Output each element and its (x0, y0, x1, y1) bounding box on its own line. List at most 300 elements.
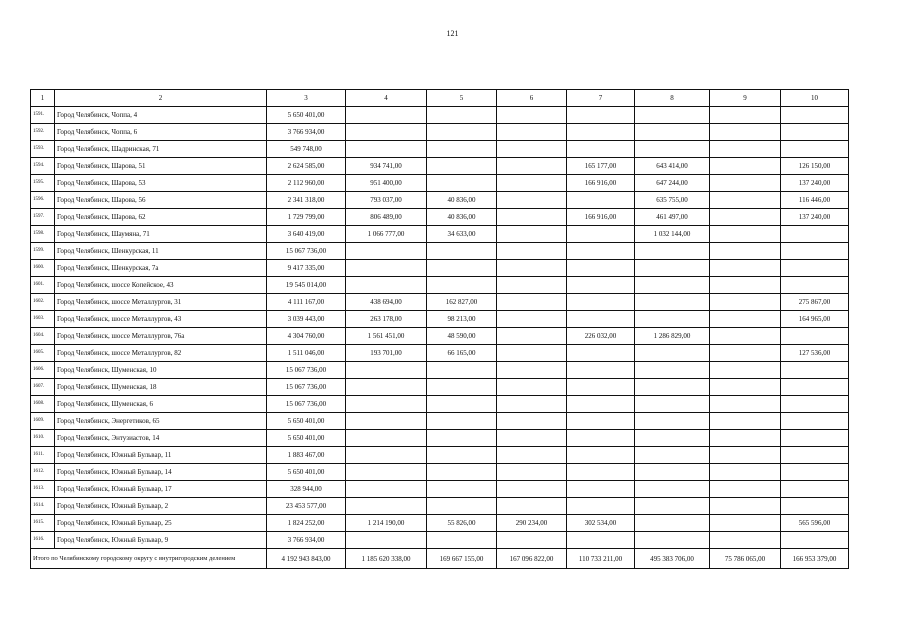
amount-cell (781, 260, 849, 277)
amount-cell (635, 464, 710, 481)
amount-cell (427, 396, 497, 413)
amount-cell: 328 944,00 (267, 481, 346, 498)
total-cell: 110 733 211,00 (567, 549, 635, 569)
amount-cell (497, 396, 567, 413)
amount-cell (346, 277, 427, 294)
amount-cell: 565 596,00 (781, 515, 849, 532)
amount-cell (427, 379, 497, 396)
amount-cell (710, 124, 781, 141)
amount-cell (427, 277, 497, 294)
amount-cell (635, 481, 710, 498)
amount-cell (567, 464, 635, 481)
amount-cell (427, 107, 497, 124)
column-number-row (31, 90, 849, 107)
row-number: 1594. (31, 158, 55, 175)
column-header: 9 (710, 90, 781, 107)
address-cell: Город Челябинск, шоссе Копейское, 43 (55, 277, 267, 294)
amount-cell (567, 362, 635, 379)
amount-cell: 164 965,00 (781, 311, 849, 328)
table-row (31, 447, 849, 464)
amount-cell (635, 413, 710, 430)
row-number: 1616. (31, 532, 55, 549)
table-row (31, 141, 849, 158)
table-row (31, 464, 849, 481)
amount-cell (497, 107, 567, 124)
amount-cell: 3 766 934,00 (267, 532, 346, 549)
amount-cell (427, 141, 497, 158)
amount-cell: 15 067 736,00 (267, 362, 346, 379)
amount-cell: 3 640 419,00 (267, 226, 346, 243)
table-row (31, 158, 849, 175)
amount-cell (497, 362, 567, 379)
table-row (31, 294, 849, 311)
row-number: 1608. (31, 396, 55, 413)
amount-cell: 2 112 960,00 (267, 175, 346, 192)
address-cell: Город Челябинск, Южный Бульвар, 25 (55, 515, 267, 532)
amount-cell (635, 277, 710, 294)
amount-cell (346, 498, 427, 515)
amount-cell (427, 413, 497, 430)
row-number: 1598. (31, 226, 55, 243)
table-row (31, 498, 849, 515)
amount-cell: 1 032 144,00 (635, 226, 710, 243)
amount-cell (427, 447, 497, 464)
amount-cell (635, 243, 710, 260)
amount-cell: 127 536,00 (781, 345, 849, 362)
row-number: 1604. (31, 328, 55, 345)
total-row (31, 549, 849, 569)
address-cell: Город Челябинск, Шенкурская, 11 (55, 243, 267, 260)
table-row (31, 396, 849, 413)
total-cell: 75 786 065,00 (710, 549, 781, 569)
address-cell: Город Челябинск, Энергетиков, 65 (55, 413, 267, 430)
page-number: 121 (446, 29, 459, 38)
amount-cell (346, 107, 427, 124)
amount-cell (567, 481, 635, 498)
amount-cell (635, 294, 710, 311)
address-cell: Город Челябинск, Чоппа, 4 (55, 107, 267, 124)
amount-cell: 438 694,00 (346, 294, 427, 311)
amount-cell (710, 328, 781, 345)
row-number: 1611. (31, 447, 55, 464)
amount-cell (346, 396, 427, 413)
amount-cell (567, 192, 635, 209)
amount-cell (497, 345, 567, 362)
amount-cell (497, 277, 567, 294)
amount-cell (781, 464, 849, 481)
amount-cell (710, 447, 781, 464)
amount-cell (346, 124, 427, 141)
amount-cell (427, 464, 497, 481)
amount-cell: 1 561 451,00 (346, 328, 427, 345)
amount-cell (497, 379, 567, 396)
amount-cell (427, 158, 497, 175)
amount-cell: 1 214 190,00 (346, 515, 427, 532)
address-cell: Город Челябинск, шоссе Металлургов, 82 (55, 345, 267, 362)
amount-cell (710, 226, 781, 243)
amount-cell: 5 650 401,00 (267, 430, 346, 447)
amount-cell: 3 766 934,00 (267, 124, 346, 141)
address-cell: Город Челябинск, Шуменская, 10 (55, 362, 267, 379)
amount-cell (635, 515, 710, 532)
amount-cell: 1 824 252,00 (267, 515, 346, 532)
amount-cell (781, 396, 849, 413)
amount-cell: 461 497,00 (635, 209, 710, 226)
amount-cell: 934 741,00 (346, 158, 427, 175)
row-number: 1609. (31, 413, 55, 430)
amount-cell (710, 294, 781, 311)
budget-table (30, 89, 849, 569)
amount-cell: 5 650 401,00 (267, 464, 346, 481)
amount-cell (781, 481, 849, 498)
amount-cell (346, 447, 427, 464)
address-cell: Город Челябинск, шоссе Металлургов, 76а (55, 328, 267, 345)
address-cell: Город Челябинск, Шарова, 56 (55, 192, 267, 209)
address-cell: Город Челябинск, шоссе Металлургов, 43 (55, 311, 267, 328)
address-cell: Город Челябинск, Шарова, 62 (55, 209, 267, 226)
row-number: 1592. (31, 124, 55, 141)
amount-cell (635, 379, 710, 396)
amount-cell: 40 836,00 (427, 209, 497, 226)
amount-cell (497, 413, 567, 430)
total-cell: 1 185 620 338,00 (346, 549, 427, 569)
amount-cell (635, 107, 710, 124)
amount-cell (567, 311, 635, 328)
amount-cell (427, 498, 497, 515)
amount-cell (346, 260, 427, 277)
total-cell: 166 953 379,00 (781, 549, 849, 569)
amount-cell (781, 277, 849, 294)
amount-cell: 193 701,00 (346, 345, 427, 362)
amount-cell (427, 532, 497, 549)
table-row (31, 345, 849, 362)
amount-cell (346, 481, 427, 498)
amount-cell: 34 633,00 (427, 226, 497, 243)
address-cell: Город Челябинск, Энтузиастов, 14 (55, 430, 267, 447)
amount-cell (781, 498, 849, 515)
amount-cell (781, 379, 849, 396)
table-row (31, 379, 849, 396)
amount-cell (346, 379, 427, 396)
amount-cell (781, 141, 849, 158)
table-row (31, 243, 849, 260)
amount-cell (567, 447, 635, 464)
table-row (31, 515, 849, 532)
column-header: 2 (55, 90, 267, 107)
row-number: 1593. (31, 141, 55, 158)
row-number: 1596. (31, 192, 55, 209)
amount-cell (567, 498, 635, 515)
amount-cell (567, 396, 635, 413)
total-cell: 167 096 822,00 (497, 549, 567, 569)
table-row (31, 328, 849, 345)
amount-cell (346, 362, 427, 379)
amount-cell (781, 328, 849, 345)
amount-cell (635, 362, 710, 379)
table-row (31, 260, 849, 277)
amount-cell (497, 175, 567, 192)
column-header: 5 (427, 90, 497, 107)
amount-cell (781, 430, 849, 447)
amount-cell: 5 650 401,00 (267, 413, 346, 430)
amount-cell: 137 240,00 (781, 175, 849, 192)
table-row (31, 107, 849, 124)
amount-cell: 137 240,00 (781, 209, 849, 226)
amount-cell (497, 226, 567, 243)
amount-cell (567, 243, 635, 260)
row-number: 1595. (31, 175, 55, 192)
amount-cell: 290 234,00 (497, 515, 567, 532)
amount-cell (781, 532, 849, 549)
row-number: 1597. (31, 209, 55, 226)
amount-cell (710, 515, 781, 532)
amount-cell (710, 362, 781, 379)
table-row (31, 430, 849, 447)
amount-cell: 2 624 585,00 (267, 158, 346, 175)
table-row (31, 192, 849, 209)
amount-cell (710, 413, 781, 430)
amount-cell (497, 311, 567, 328)
amount-cell (567, 226, 635, 243)
address-cell: Город Челябинск, Чоппа, 6 (55, 124, 267, 141)
amount-cell (567, 532, 635, 549)
address-cell: Город Челябинск, Южный Бульвар, 2 (55, 498, 267, 515)
amount-cell (710, 209, 781, 226)
address-cell: Город Челябинск, Южный Бульвар, 17 (55, 481, 267, 498)
amount-cell: 126 150,00 (781, 158, 849, 175)
amount-cell: 15 067 736,00 (267, 396, 346, 413)
amount-cell (427, 481, 497, 498)
row-number: 1605. (31, 345, 55, 362)
row-number: 1591. (31, 107, 55, 124)
amount-cell: 116 446,00 (781, 192, 849, 209)
amount-cell (497, 481, 567, 498)
column-header: 10 (781, 90, 849, 107)
amount-cell (497, 158, 567, 175)
amount-cell: 1 511 046,00 (267, 345, 346, 362)
table-row (31, 175, 849, 192)
amount-cell (781, 447, 849, 464)
amount-cell: 15 067 736,00 (267, 243, 346, 260)
amount-cell: 48 590,00 (427, 328, 497, 345)
row-number: 1606. (31, 362, 55, 379)
amount-cell (635, 447, 710, 464)
amount-cell (497, 430, 567, 447)
amount-cell: 55 826,00 (427, 515, 497, 532)
row-number: 1614. (31, 498, 55, 515)
table-row (31, 362, 849, 379)
amount-cell: 647 244,00 (635, 175, 710, 192)
amount-cell: 275 867,00 (781, 294, 849, 311)
amount-cell (427, 175, 497, 192)
amount-cell (346, 430, 427, 447)
amount-cell: 4 111 167,00 (267, 294, 346, 311)
table-row (31, 277, 849, 294)
amount-cell: 66 165,00 (427, 345, 497, 362)
address-cell: Город Челябинск, шоссе Металлургов, 31 (55, 294, 267, 311)
address-cell: Город Челябинск, Шадринская, 71 (55, 141, 267, 158)
amount-cell (781, 226, 849, 243)
amount-cell: 549 748,00 (267, 141, 346, 158)
amount-cell (635, 345, 710, 362)
total-cell: 4 192 943 843,00 (267, 549, 346, 569)
amount-cell (710, 277, 781, 294)
row-number: 1602. (31, 294, 55, 311)
amount-cell: 9 417 335,00 (267, 260, 346, 277)
table-body (31, 107, 849, 549)
amount-cell: 302 534,00 (567, 515, 635, 532)
amount-cell (710, 396, 781, 413)
amount-cell (497, 498, 567, 515)
amount-cell (710, 243, 781, 260)
address-cell: Город Челябинск, Шарова, 53 (55, 175, 267, 192)
amount-cell (497, 124, 567, 141)
amount-cell: 3 039 443,00 (267, 311, 346, 328)
address-cell: Город Челябинск, Шуменская, 6 (55, 396, 267, 413)
amount-cell (710, 141, 781, 158)
row-number: 1610. (31, 430, 55, 447)
row-number: 1600. (31, 260, 55, 277)
amount-cell: 951 400,00 (346, 175, 427, 192)
amount-cell: 1 883 467,00 (267, 447, 346, 464)
amount-cell (635, 311, 710, 328)
row-number: 1601. (31, 277, 55, 294)
amount-cell (346, 243, 427, 260)
address-cell: Город Челябинск, Южный Бульвар, 14 (55, 464, 267, 481)
amount-cell (710, 532, 781, 549)
amount-cell: 226 032,00 (567, 328, 635, 345)
amount-cell: 1 729 799,00 (267, 209, 346, 226)
amount-cell (710, 311, 781, 328)
amount-cell (346, 141, 427, 158)
table-row (31, 532, 849, 549)
amount-cell (710, 260, 781, 277)
amount-cell: 1 066 777,00 (346, 226, 427, 243)
amount-cell: 165 177,00 (567, 158, 635, 175)
amount-cell (567, 124, 635, 141)
amount-cell: 263 178,00 (346, 311, 427, 328)
row-number: 1607. (31, 379, 55, 396)
column-header: 6 (497, 90, 567, 107)
amount-cell (567, 379, 635, 396)
amount-cell (635, 396, 710, 413)
amount-cell (346, 532, 427, 549)
amount-cell (710, 430, 781, 447)
row-number: 1599. (31, 243, 55, 260)
amount-cell (781, 124, 849, 141)
column-header: 7 (567, 90, 635, 107)
amount-cell: 19 545 014,00 (267, 277, 346, 294)
column-header: 1 (31, 90, 55, 107)
amount-cell (635, 430, 710, 447)
row-number: 1603. (31, 311, 55, 328)
amount-cell (635, 498, 710, 515)
table-row (31, 311, 849, 328)
amount-cell: 635 755,00 (635, 192, 710, 209)
amount-cell (497, 464, 567, 481)
amount-cell (427, 430, 497, 447)
amount-cell: 793 037,00 (346, 192, 427, 209)
amount-cell: 5 650 401,00 (267, 107, 346, 124)
amount-cell: 643 414,00 (635, 158, 710, 175)
amount-cell (567, 277, 635, 294)
amount-cell (781, 362, 849, 379)
amount-cell (497, 192, 567, 209)
amount-cell (567, 260, 635, 277)
table-row (31, 124, 849, 141)
amount-cell (710, 498, 781, 515)
address-cell: Город Челябинск, Шуменская, 18 (55, 379, 267, 396)
amount-cell (497, 141, 567, 158)
row-number: 1615. (31, 515, 55, 532)
table-row (31, 226, 849, 243)
address-cell: Город Челябинск, Южный Бульвар, 9 (55, 532, 267, 549)
amount-cell (567, 345, 635, 362)
amount-cell (346, 413, 427, 430)
amount-cell (567, 107, 635, 124)
amount-cell (710, 192, 781, 209)
amount-cell: 166 916,00 (567, 175, 635, 192)
amount-cell (497, 532, 567, 549)
table-row (31, 481, 849, 498)
amount-cell (635, 124, 710, 141)
amount-cell (567, 294, 635, 311)
row-number: 1613. (31, 481, 55, 498)
address-cell: Город Челябинск, Шарова, 51 (55, 158, 267, 175)
total-cell: 495 383 706,00 (635, 549, 710, 569)
amount-cell (427, 124, 497, 141)
amount-cell (427, 362, 497, 379)
amount-cell: 98 213,00 (427, 311, 497, 328)
amount-cell (567, 430, 635, 447)
amount-cell (710, 158, 781, 175)
amount-cell: 162 827,00 (427, 294, 497, 311)
address-cell: Город Челябинск, Шаумяна, 71 (55, 226, 267, 243)
column-header: 3 (267, 90, 346, 107)
amount-cell: 15 067 736,00 (267, 379, 346, 396)
amount-cell (567, 141, 635, 158)
total-label: Итого по Челябинскому городскому округу с внутригородским делением (31, 549, 267, 569)
amount-cell (497, 328, 567, 345)
total-cell: 169 667 155,00 (427, 549, 497, 569)
address-cell: Город Челябинск, Шенкурская, 7а (55, 260, 267, 277)
amount-cell (710, 379, 781, 396)
amount-cell (427, 243, 497, 260)
amount-cell (710, 175, 781, 192)
amount-cell (427, 260, 497, 277)
amount-cell (497, 294, 567, 311)
amount-cell (710, 107, 781, 124)
amount-cell (497, 243, 567, 260)
amount-cell: 806 489,00 (346, 209, 427, 226)
amount-cell (781, 243, 849, 260)
amount-cell (567, 413, 635, 430)
amount-cell: 23 453 577,00 (267, 498, 346, 515)
amount-cell (710, 464, 781, 481)
address-cell: Город Челябинск, Южный Бульвар, 11 (55, 447, 267, 464)
table-row (31, 413, 849, 430)
amount-cell: 2 341 318,00 (267, 192, 346, 209)
column-header: 4 (346, 90, 427, 107)
amount-cell (346, 464, 427, 481)
row-number: 1612. (31, 464, 55, 481)
amount-cell (710, 345, 781, 362)
amount-cell: 4 304 760,00 (267, 328, 346, 345)
amount-cell (710, 481, 781, 498)
amount-cell (635, 141, 710, 158)
column-header: 8 (635, 90, 710, 107)
amount-cell: 1 286 829,00 (635, 328, 710, 345)
